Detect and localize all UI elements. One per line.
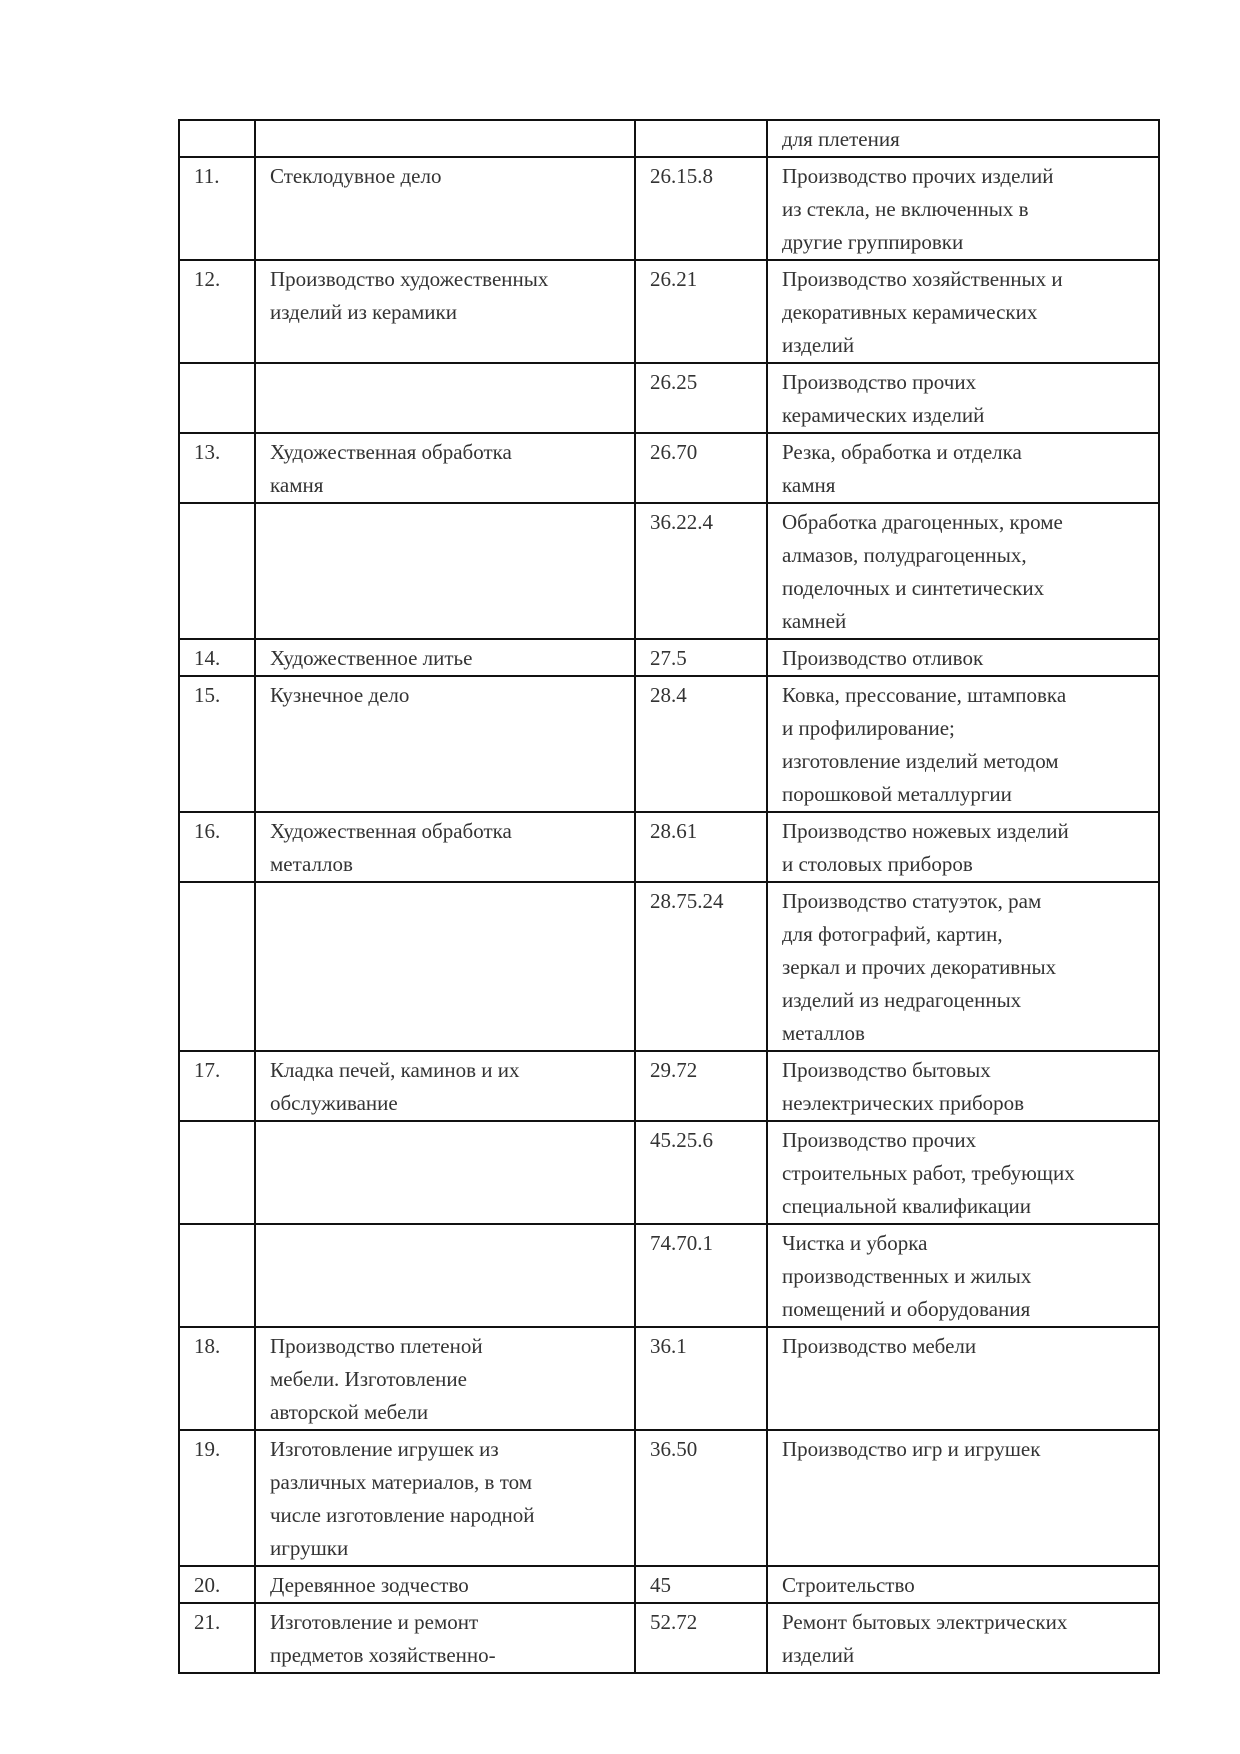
- text-line: Художественная обработка: [270, 440, 512, 464]
- text-line: для фотографий, картин,: [782, 922, 1003, 946]
- text-line: строительных работ, требующих: [782, 1161, 1075, 1185]
- table-row: [179, 676, 1159, 812]
- text-line: числе изготовление народной: [270, 1503, 535, 1527]
- okved-code-cell: [635, 120, 767, 157]
- text-line: Производство плетеной: [270, 1334, 483, 1358]
- text-line: металлов: [270, 852, 353, 876]
- row-number-cell: [179, 1121, 255, 1224]
- okved-code-cell: 74.70.1: [635, 1224, 767, 1327]
- text-line: Производство мебели: [782, 1334, 977, 1358]
- okved-code-cell: 28.61: [635, 812, 767, 882]
- text-line: камня: [270, 473, 324, 497]
- activity-description-cell: [767, 1603, 1159, 1673]
- activity-description-cell: [767, 1566, 1159, 1603]
- text-line: другие группировки: [782, 230, 964, 254]
- craft-name-cell: [255, 1566, 635, 1603]
- text-line: Ковка, прессование, штамповка: [782, 683, 1067, 707]
- row-number-cell: 19.: [179, 1430, 255, 1566]
- craft-name-cell: [255, 157, 635, 260]
- text-line: Производство статуэток, рам: [782, 889, 1042, 913]
- text-line: Производство отливок: [782, 646, 984, 670]
- text-line: изделий: [782, 1643, 855, 1667]
- row-number-cell: [179, 120, 255, 157]
- row-number-cell: 13.: [179, 433, 255, 503]
- craft-name-cell: [255, 1327, 635, 1430]
- text-line: изготовление изделий методом: [782, 749, 1059, 773]
- text-line: неэлектрических приборов: [782, 1091, 1025, 1115]
- table-row: [179, 1051, 1159, 1121]
- text-line: и профилирование;: [782, 716, 955, 740]
- okved-code-cell: 29.72: [635, 1051, 767, 1121]
- craft-name-cell: [255, 1121, 635, 1224]
- text-line: декоративных керамических: [782, 300, 1038, 324]
- crafts-classification-table: [178, 119, 1160, 1674]
- text-line: Резка, обработка и отделка: [782, 440, 1022, 464]
- text-line: изделий из керамики: [270, 300, 457, 324]
- table-body: [179, 120, 1159, 1673]
- craft-name-cell: [255, 812, 635, 882]
- text-line: авторской мебели: [270, 1400, 429, 1424]
- craft-name-cell: [255, 676, 635, 812]
- activity-description-cell: [767, 676, 1159, 812]
- activity-description-cell: [767, 812, 1159, 882]
- table-row: [179, 363, 1159, 433]
- text-line: Деревянное зодчество: [270, 1573, 469, 1597]
- activity-description-cell: [767, 503, 1159, 639]
- activity-description-cell: [767, 639, 1159, 676]
- craft-name-cell: [255, 433, 635, 503]
- okved-code-cell: 26.70: [635, 433, 767, 503]
- text-line: обслуживание: [270, 1091, 398, 1115]
- okved-code-cell: 36.50: [635, 1430, 767, 1566]
- text-line: Изготовление и ремонт: [270, 1610, 479, 1634]
- row-number-cell: 17.: [179, 1051, 255, 1121]
- row-number-cell: 14.: [179, 639, 255, 676]
- text-line: Ремонт бытовых электрических: [782, 1610, 1068, 1634]
- activity-description-cell: [767, 363, 1159, 433]
- row-number-cell: 21.: [179, 1603, 255, 1673]
- okved-code-cell: 45: [635, 1566, 767, 1603]
- text-line: Художественное литье: [270, 646, 473, 670]
- okved-code-cell: 27.5: [635, 639, 767, 676]
- activity-description-cell: [767, 1327, 1159, 1430]
- table-row: [179, 157, 1159, 260]
- table-row: [179, 433, 1159, 503]
- okved-code-cell: 52.72: [635, 1603, 767, 1673]
- text-line: специальной квалификации: [782, 1194, 1031, 1218]
- okved-code-cell: 45.25.6: [635, 1121, 767, 1224]
- okved-code-cell: 26.21: [635, 260, 767, 363]
- text-line: производственных и жилых: [782, 1264, 1032, 1288]
- table-row: [179, 120, 1159, 157]
- row-number-cell: 12.: [179, 260, 255, 363]
- activity-description-cell: [767, 120, 1159, 157]
- craft-name-cell: [255, 363, 635, 433]
- row-number-cell: 20.: [179, 1566, 255, 1603]
- craft-name-cell: [255, 1224, 635, 1327]
- table-row: [179, 503, 1159, 639]
- text-line: Производство художественных: [270, 267, 549, 291]
- text-line: алмазов, полудрагоценных,: [782, 543, 1027, 567]
- activity-description-cell: [767, 1121, 1159, 1224]
- table-row: [179, 882, 1159, 1051]
- table-row: [179, 1327, 1159, 1430]
- text-line: для плетения: [782, 127, 900, 151]
- activity-description-cell: [767, 260, 1159, 363]
- table-row: [179, 812, 1159, 882]
- text-line: изделий: [782, 333, 855, 357]
- craft-name-cell: [255, 1603, 635, 1673]
- text-line: помещений и оборудования: [782, 1297, 1031, 1321]
- activity-description-cell: [767, 1430, 1159, 1566]
- craft-name-cell: [255, 639, 635, 676]
- text-line: Художественная обработка: [270, 819, 512, 843]
- text-line: металлов: [782, 1021, 865, 1045]
- table-row: [179, 639, 1159, 676]
- text-line: камня: [782, 473, 836, 497]
- text-line: Производство прочих: [782, 1128, 977, 1152]
- text-line: Кузнечное дело: [270, 683, 410, 707]
- text-line: Обработка драгоценных, кроме: [782, 510, 1063, 534]
- row-number-cell: [179, 1224, 255, 1327]
- craft-name-cell: [255, 1051, 635, 1121]
- text-line: Производство игр и игрушек: [782, 1437, 1041, 1461]
- text-line: предметов хозяйственно-: [270, 1643, 496, 1667]
- table-row: [179, 1121, 1159, 1224]
- okved-code-cell: 36.22.4: [635, 503, 767, 639]
- activity-description-cell: [767, 1224, 1159, 1327]
- text-line: Чистка и уборка: [782, 1231, 928, 1255]
- row-number-cell: 16.: [179, 812, 255, 882]
- text-line: Строительство: [782, 1573, 915, 1597]
- text-line: из стекла, не включенных в: [782, 197, 1029, 221]
- table-row: [179, 1566, 1159, 1603]
- text-line: камней: [782, 609, 847, 633]
- text-line: Производство хозяйственных и: [782, 267, 1063, 291]
- text-line: Производство прочих изделий: [782, 164, 1054, 188]
- row-number-cell: [179, 882, 255, 1051]
- okved-code-cell: 26.15.8: [635, 157, 767, 260]
- craft-name-cell: [255, 882, 635, 1051]
- text-line: Производство бытовых: [782, 1058, 991, 1082]
- row-number-cell: 11.: [179, 157, 255, 260]
- row-number-cell: 15.: [179, 676, 255, 812]
- craft-name-cell: [255, 260, 635, 363]
- okved-code-cell: 28.75.24: [635, 882, 767, 1051]
- row-number-cell: [179, 503, 255, 639]
- craft-name-cell: [255, 120, 635, 157]
- text-line: Стеклодувное дело: [270, 164, 442, 188]
- table-row: [179, 1430, 1159, 1566]
- activity-description-cell: [767, 1051, 1159, 1121]
- text-line: Производство ножевых изделий: [782, 819, 1069, 843]
- text-line: порошковой металлургии: [782, 782, 1012, 806]
- table-row: [179, 260, 1159, 363]
- text-line: Производство прочих: [782, 370, 977, 394]
- okved-code-cell: 36.1: [635, 1327, 767, 1430]
- text-line: мебели. Изготовление: [270, 1367, 467, 1391]
- text-line: Кладка печей, каминов и их: [270, 1058, 520, 1082]
- row-number-cell: 18.: [179, 1327, 255, 1430]
- text-line: различных материалов, в том: [270, 1470, 533, 1494]
- text-line: Изготовление игрушек из: [270, 1437, 499, 1461]
- craft-name-cell: [255, 1430, 635, 1566]
- table-row: [179, 1603, 1159, 1673]
- activity-description-cell: [767, 882, 1159, 1051]
- okved-code-cell: 28.4: [635, 676, 767, 812]
- text-line: керамических изделий: [782, 403, 985, 427]
- craft-name-cell: [255, 503, 635, 639]
- text-line: игрушки: [270, 1536, 349, 1560]
- text-line: изделий из недрагоценных: [782, 988, 1022, 1012]
- text-line: и столовых приборов: [782, 852, 973, 876]
- table-row: [179, 1224, 1159, 1327]
- activity-description-cell: [767, 157, 1159, 260]
- text-line: поделочных и синтетических: [782, 576, 1045, 600]
- text-line: зеркал и прочих декоративных: [782, 955, 1057, 979]
- okved-code-cell: 26.25: [635, 363, 767, 433]
- row-number-cell: [179, 363, 255, 433]
- activity-description-cell: [767, 433, 1159, 503]
